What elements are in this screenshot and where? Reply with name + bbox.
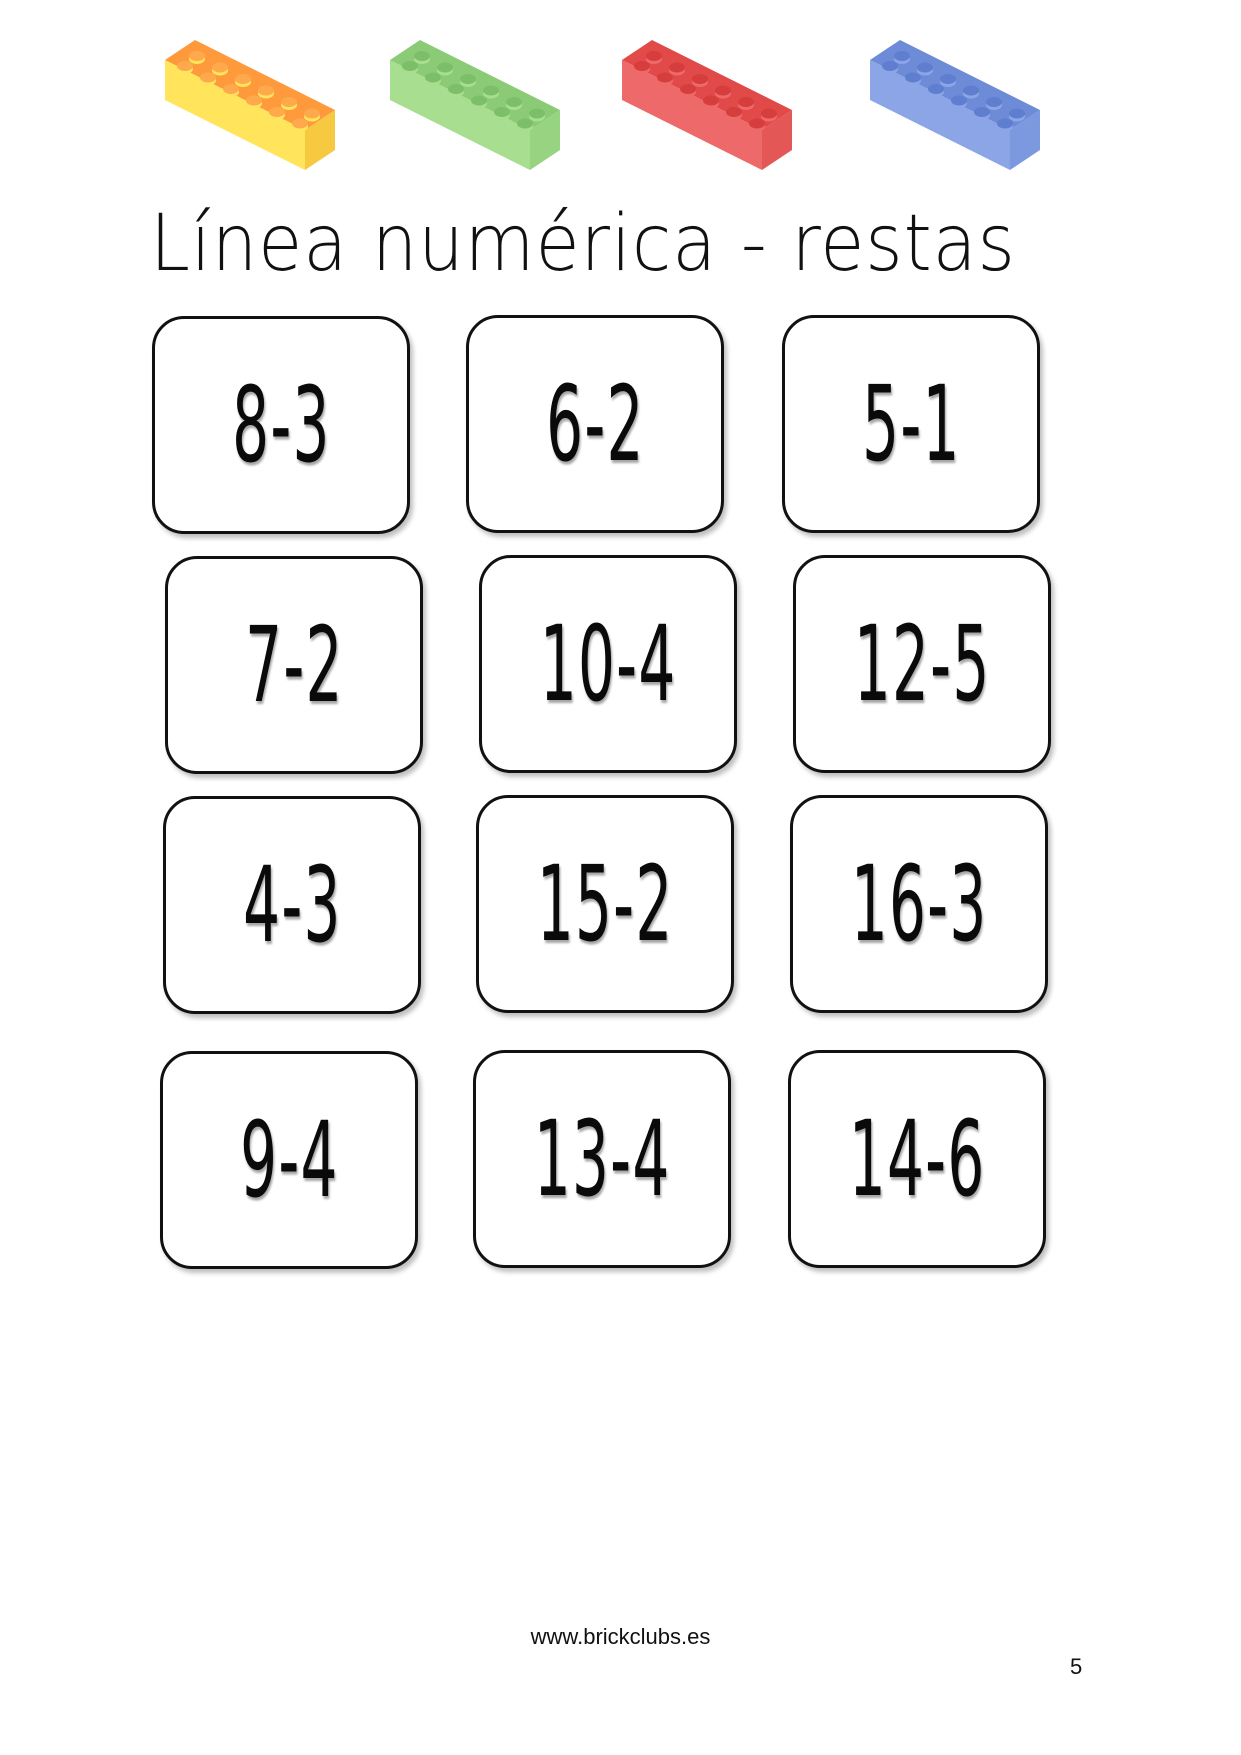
subtraction-expression: 5-1: [861, 363, 961, 485]
subtraction-expression: 9-4: [239, 1099, 339, 1221]
subtraction-card[interactable]: [165, 556, 423, 774]
subtraction-card[interactable]: [782, 315, 1040, 533]
subtraction-expression: 6-2: [545, 363, 645, 485]
page-number: 5: [1070, 1654, 1083, 1679]
footer-website: www.brickclubs.es: [530, 1624, 711, 1649]
subtraction-card[interactable]: [466, 315, 724, 533]
subtraction-expression: 10-4: [539, 603, 677, 725]
subtraction-expression: 4-3: [242, 844, 342, 966]
subtraction-expression: 16-3: [850, 843, 988, 965]
subtraction-card[interactable]: [473, 1050, 731, 1268]
subtraction-card[interactable]: [479, 555, 737, 773]
subtraction-expression: 14-6: [848, 1098, 986, 1220]
subtraction-card[interactable]: [793, 555, 1051, 773]
subtraction-card[interactable]: [790, 795, 1048, 1013]
subtraction-card[interactable]: [152, 316, 410, 534]
subtraction-card[interactable]: [476, 795, 734, 1013]
subtraction-expression: 7-2: [244, 604, 344, 726]
subtraction-card[interactable]: [163, 796, 421, 1014]
page-title: Línea numérica - restas: [150, 199, 1016, 289]
subtraction-expression: 15-2: [536, 843, 674, 965]
subtraction-card[interactable]: [788, 1050, 1046, 1268]
subtraction-expression: 13-4: [533, 1098, 671, 1220]
subtraction-card[interactable]: [160, 1051, 418, 1269]
subtraction-expression: 12-5: [853, 603, 991, 725]
subtraction-expression: 8-3: [231, 364, 331, 486]
